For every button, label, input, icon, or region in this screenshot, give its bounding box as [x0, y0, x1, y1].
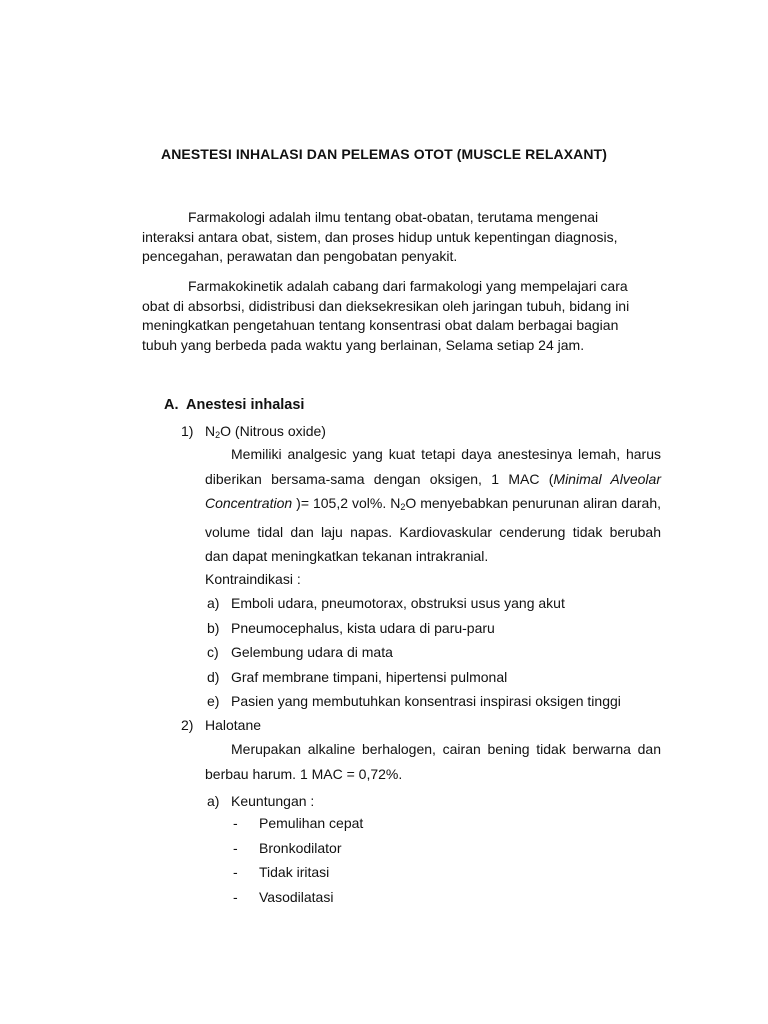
advantages-list [233, 811, 363, 909]
list-item: e) Pasien yang membutuhkan konsentrasi inspirasi oksigen tinggi [207, 693, 621, 709]
item-2-heading: 2) Halotane [181, 717, 262, 733]
list-item: a) Emboli udara, pneumotorax, obstruksi usus yang akut [207, 595, 565, 611]
list-item: c) Gelembung udara di mata [207, 644, 393, 660]
section-a-heading: A. Anestesi inhalasi [164, 397, 305, 413]
list-item: - Tidak iritasi [233, 864, 330, 880]
list-item: - Bronkodilator [233, 839, 342, 856]
contraindication-list [207, 591, 621, 714]
item-2-description: Merupakan alkaline berhalogen, cairan bening tidak berwarna dan berbau harum. 1 MAC = 0,72%. [205, 741, 661, 782]
item-1-description: Memiliki analgesic yang kuat tetapi daya anestesinya lemah, harus diberikan bersama-sama dengan oksigen, 1 MAC (Minimal Alveolar Concentration )= 105,2 vol%. $N_2O$ menyebabkan penurunan aliran darah, volume tidal dan laju napas. Kardiovaskular cenderung tidak berubah dan dapat meningkatkan tekanan intrakranial. [205, 446, 661, 564]
list-item: - Pemulihan cepat [233, 815, 364, 831]
list-item: d) Graf membrane timpani, hipertensi pulmonal [207, 668, 508, 685]
intro-paragraph-1: Farmakologi adalah ilmu tentang obat-obatan, terutama mengenai interaksi antara obat, sistem, dan proses hidup untuk kepentingan diagnosis, pencegahan, perawatan dan pengobatan penyakit. [142, 209, 618, 264]
contraindication-label: Kontraindikasi : [205, 571, 301, 587]
item-1-heading: 1) $N_2O$ (Nitrous oxide) [181, 423, 326, 440]
intro-paragraph-2: Farmakokinetik adalah cabang dari farmakologi yang mempelajari cara obat di absorbsi, didistribusi dan dieksekresikan oleh jaringan tubuh, bidang ini meningkatkan pengetahuan tentang konsentrasi obat dalam berbagai bagian tubuh yang berbeda pada waktu yang berlainan, Selama setiap 24 jam. [142, 278, 630, 353]
list-item: - Vasodilatasi [233, 888, 334, 905]
list-item: b) Pneumocephalus, kista udara di paru-paru [207, 619, 495, 636]
advantages-heading: a) Keuntungan : [207, 793, 315, 809]
document-title: ANESTESI INHALASI DAN PELEMAS OTOT (MUSCLE RELAXANT) [161, 146, 607, 162]
